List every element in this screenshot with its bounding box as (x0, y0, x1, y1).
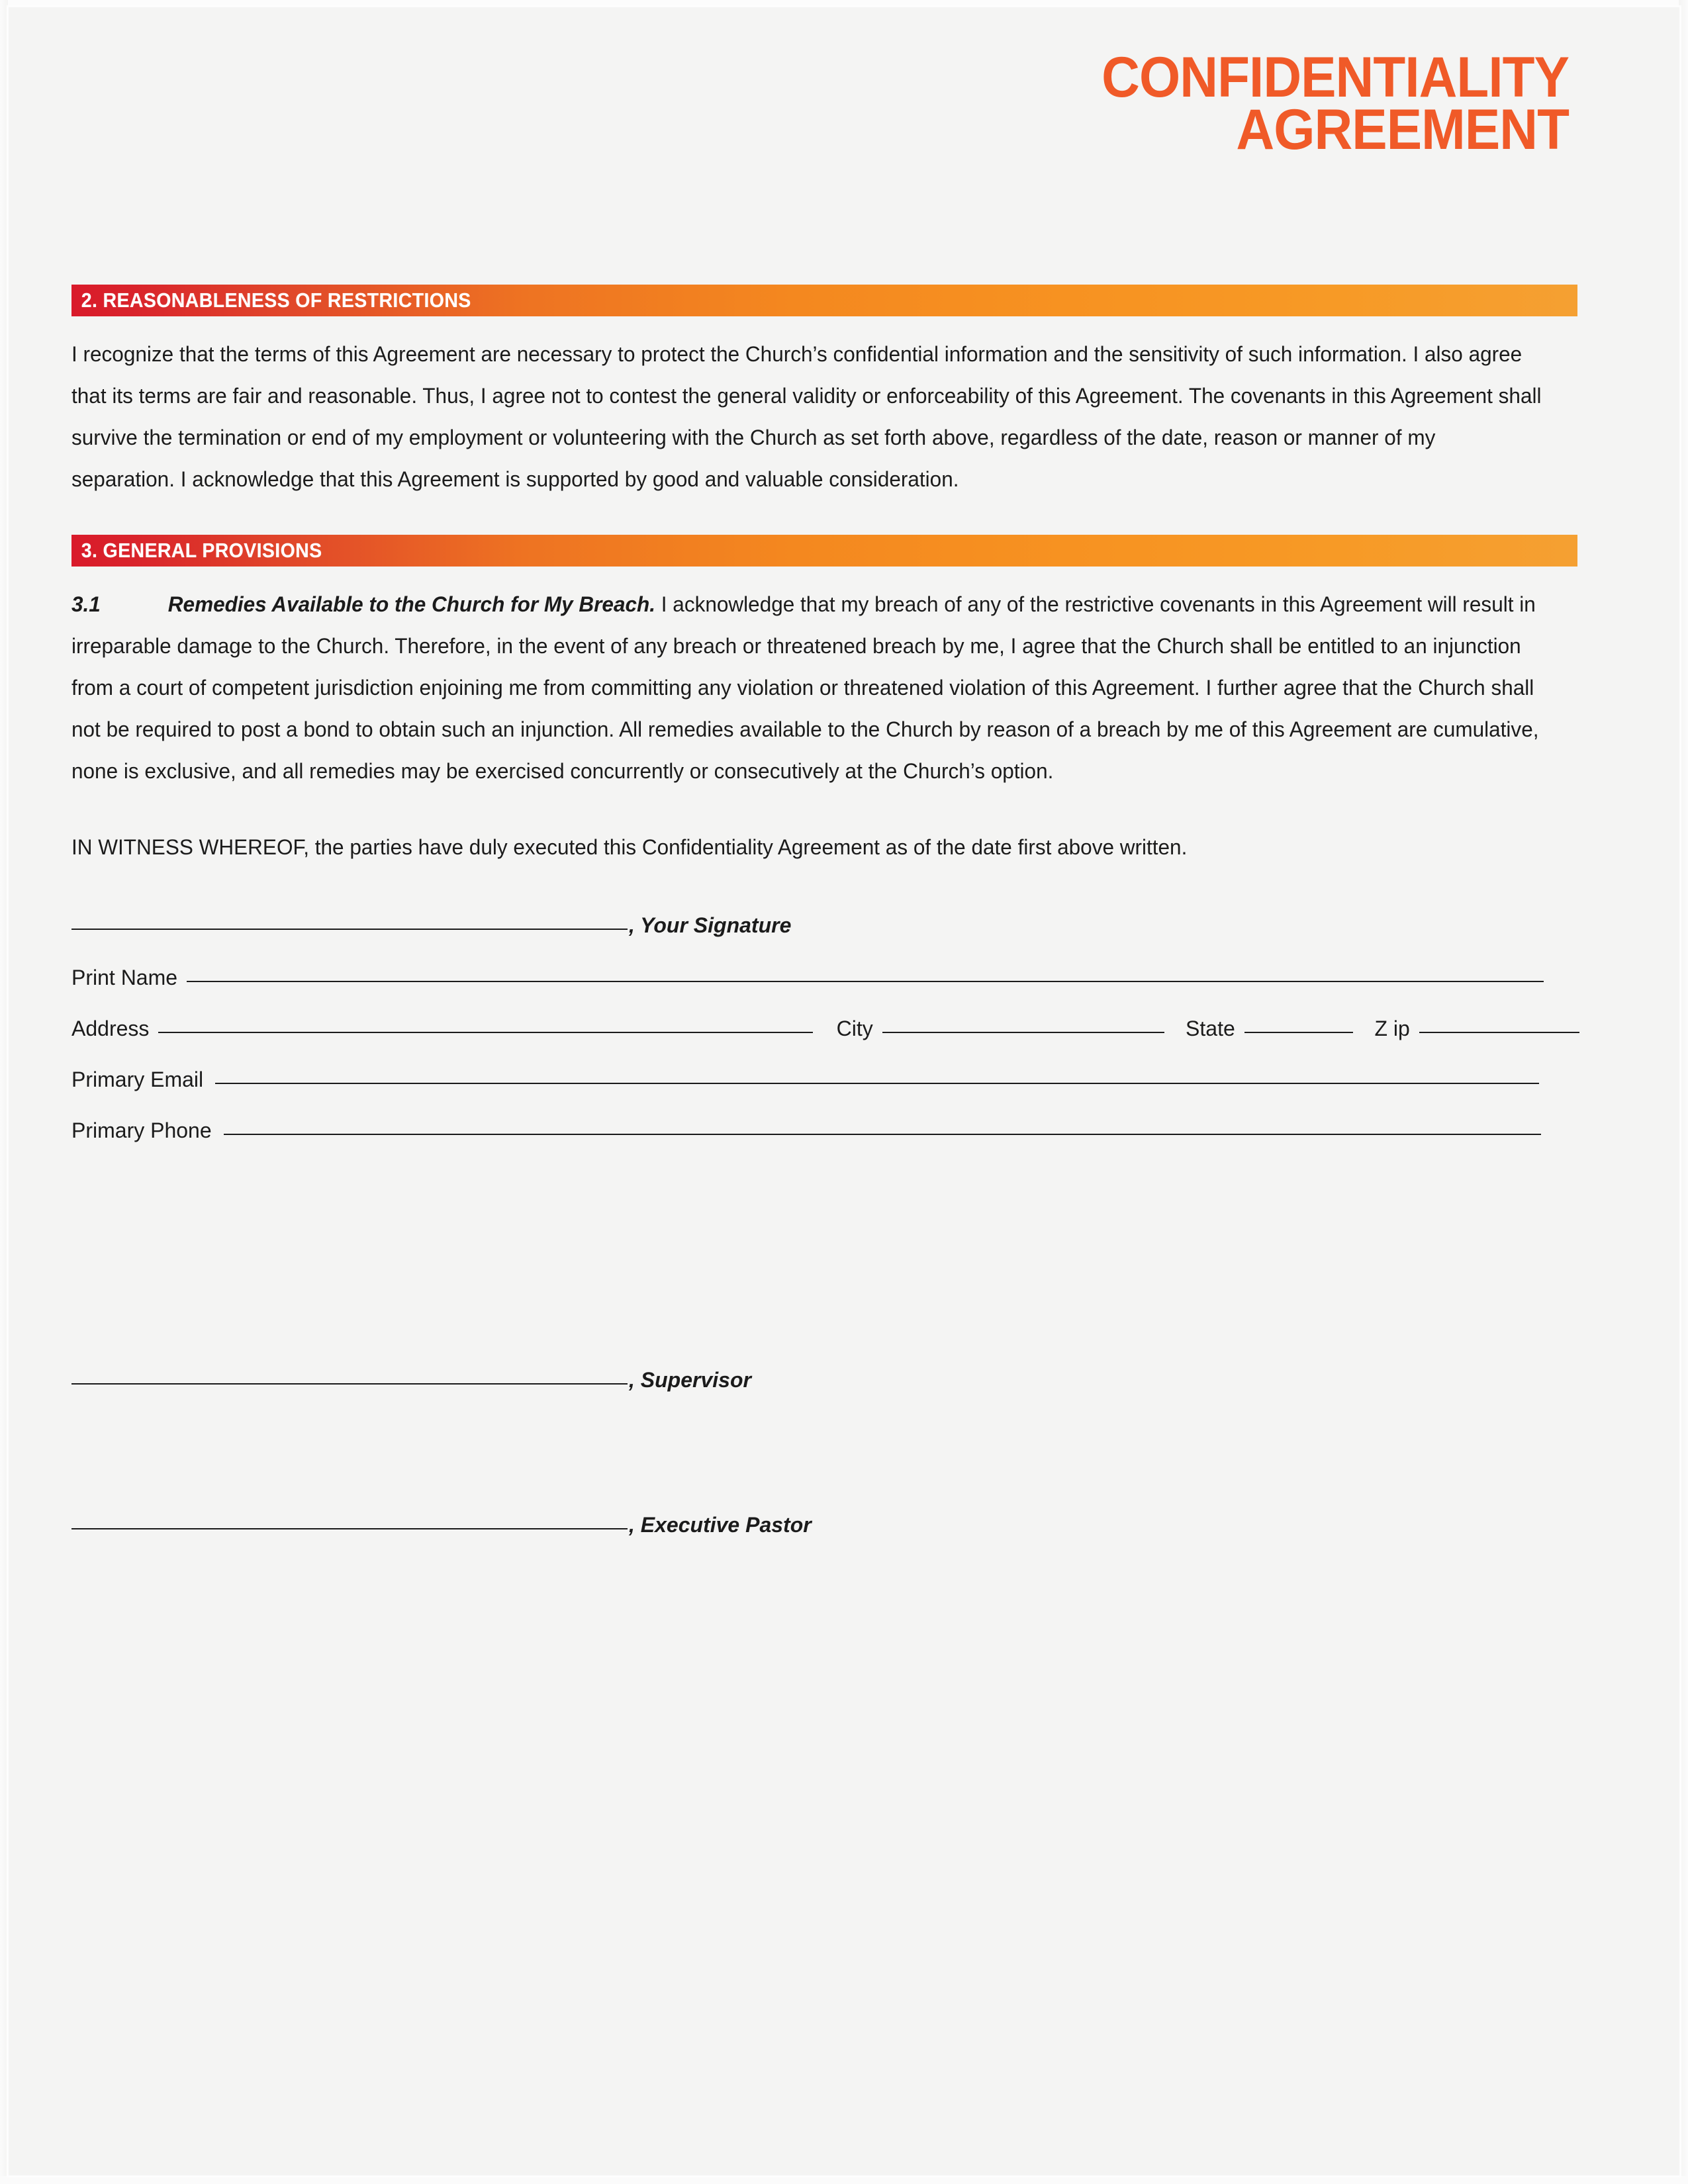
supervisor-signature-line[interactable] (71, 1383, 628, 1385)
section-header-label: 3. GENERAL PROVISIONS (81, 539, 322, 562)
executive-pastor-signature-line[interactable] (71, 1528, 628, 1529)
scan-edge-left (0, 0, 8, 2184)
primary-email-input[interactable] (215, 1083, 1539, 1084)
primary-phone-label: Primary Phone (71, 1118, 212, 1142)
section-header-label: 2. REASONABLENESS OF RESTRICTIONS (81, 289, 471, 312)
executive-pastor-role-label: , Executive Pastor (629, 1513, 812, 1537)
zip-label: Z ip (1374, 1017, 1410, 1040)
primary-email-label: Primary Email (71, 1068, 204, 1091)
signature-line[interactable] (71, 929, 628, 930)
section3-1-paragraph (71, 584, 1548, 792)
witness-clause: IN WITNESS WHEREOF, the parties have duly executed this Confidentiality Agreement as of the date first above written. (71, 835, 1188, 859)
section-header-reasonableness (71, 285, 1577, 316)
city-input[interactable] (882, 1032, 1164, 1033)
state-label: State (1186, 1017, 1235, 1040)
signature-row-supervisor[interactable] (71, 1368, 1579, 1392)
print-name-input[interactable] (187, 981, 1544, 982)
section-header-general-provisions (71, 535, 1577, 567)
document-content (71, 285, 1579, 1565)
zip-input[interactable] (1419, 1032, 1579, 1033)
state-input[interactable] (1244, 1032, 1354, 1033)
document-title-line-2: AGREEMENT (1236, 98, 1569, 162)
primary-phone-input[interactable] (224, 1134, 1541, 1135)
subsection-body: I acknowledge that my breach of any of the restrictive covenants in this Agreement will result in irreparable damage to the Church. Therefore, in the event of any breach or threatened breach by me, I agree that the Church shall be entitled to an injunction from a court of competent jurisdiction enjoining me from committing any violation or threatened violation of this Agreement. I further agree that the Church shall not be required to post a bond to obtain such an injunction. All remedies available to the Church by reason of a breach by me of this Agreement are cumulative, none is exclusive, and all remedies may be exercised concurrently or consecutively at the Church’s option. (71, 592, 1539, 783)
address-input[interactable] (158, 1032, 812, 1033)
address-label: Address (71, 1017, 150, 1040)
form-row-print-name[interactable] (71, 966, 1579, 990)
signature-row-your-signature[interactable] (71, 913, 1579, 938)
subsection-title: Remedies Available to the Church for My Breach. (167, 592, 656, 616)
city-label: City (836, 1017, 873, 1040)
form-row-address[interactable] (71, 1017, 1579, 1041)
form-row-primary-phone[interactable] (71, 1118, 1579, 1143)
document-title-line-1: CONFIDENTIALITY (1102, 46, 1569, 109)
scan-edge-right (1679, 0, 1688, 2184)
subsection-number: 3.1 (71, 592, 101, 616)
section2-paragraph: I recognize that the terms of this Agreement are necessary to protect the Church’s confidential information and the sensitivity of such information. I also agree that its terms are fair and reasonable. Thus, I agree not to contest the general validity or enforceability of this Agreement. The covenants in this Agreement shall survive the termination or end of my employment or volunteering with the Church as set forth above, regardless of the date, reason or manner of my separation. I acknowledge that this Agreement is supported by good and valuable consideration. (71, 342, 1542, 491)
document-title (645, 46, 1569, 162)
signature-row-executive-pastor[interactable] (71, 1513, 1579, 1537)
scan-edge-top (0, 0, 1688, 7)
scan-edge-bottom (0, 2176, 1688, 2184)
print-name-label: Print Name (71, 966, 178, 989)
form-row-primary-email[interactable] (71, 1068, 1579, 1092)
signature-role-label: , Your Signature (629, 913, 792, 937)
supervisor-role-label: , Supervisor (629, 1368, 751, 1392)
